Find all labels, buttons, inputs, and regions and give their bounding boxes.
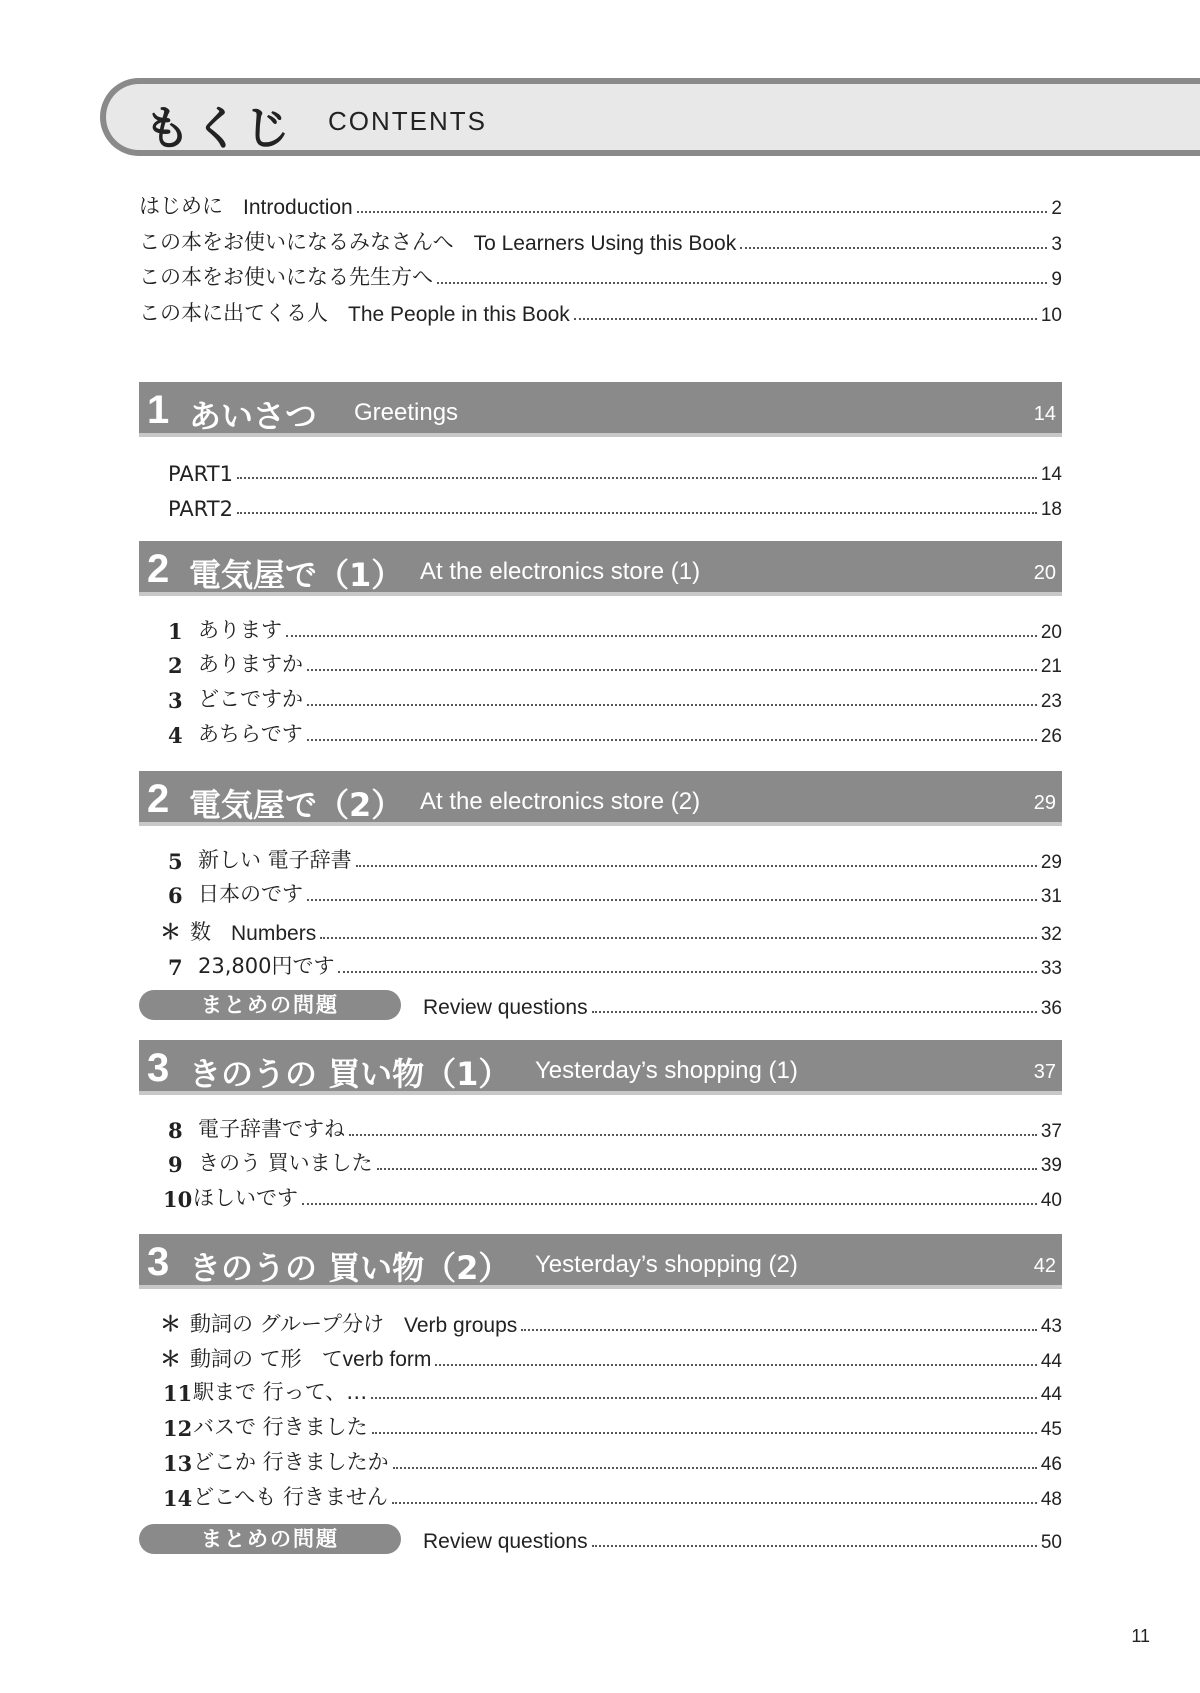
toc-entry[interactable] <box>168 456 1062 486</box>
chapter-banner-3a[interactable] <box>139 1040 1062 1095</box>
entry-label: 23,800円です <box>198 954 335 978</box>
entry-label: ありますか <box>198 652 303 676</box>
entry-label: 動詞の て形 <box>190 1347 302 1371</box>
dot-leader <box>592 1545 1037 1547</box>
entry-label: 数 <box>190 920 211 944</box>
entry-label: 動詞の グループ分け <box>190 1312 384 1336</box>
toc-entry[interactable] <box>168 648 1062 678</box>
entry-label: きのう 買いました <box>198 1151 373 1175</box>
lesson-number: 8 <box>168 1118 183 1143</box>
chapter-page: 42 <box>1033 1255 1056 1277</box>
page-number: 31 <box>1040 886 1062 907</box>
lesson-number: 12 <box>163 1416 193 1441</box>
chapter-number: 3 <box>147 1240 170 1284</box>
page-number: 45 <box>1040 1419 1062 1440</box>
page-number: 44 <box>1040 1384 1062 1405</box>
toc-entry[interactable] <box>160 1343 1062 1373</box>
toc-entry[interactable] <box>163 1411 1062 1441</box>
entry-label: 日本のです <box>198 882 303 906</box>
dot-leader <box>237 512 1037 514</box>
lesson-number: 6 <box>168 883 183 908</box>
page-number: 29 <box>1040 852 1062 873</box>
dot-leader <box>357 211 1048 213</box>
chapter-title-jp: 電気屋で（1） <box>189 556 404 594</box>
entry-english: てverb form <box>321 1348 432 1371</box>
entry-label: どこですか <box>198 687 303 711</box>
lesson-number: 5 <box>168 849 183 874</box>
toc-entry[interactable] <box>160 1308 1062 1338</box>
dot-leader <box>302 1203 1037 1205</box>
dot-leader <box>372 1432 1037 1434</box>
chapter-title-en: Yesterday’s shopping (2) <box>535 1251 798 1278</box>
toc-entry[interactable] <box>163 1446 1062 1476</box>
dot-leader <box>356 865 1037 867</box>
page-number: 48 <box>1040 1489 1062 1510</box>
dot-leader <box>435 1364 1036 1366</box>
chapter-title-jp: 電気屋で（2） <box>189 786 404 824</box>
entry-label: 新しい 電子辞書 <box>198 848 352 872</box>
entry-english: Introduction <box>243 196 353 219</box>
entry-english: Verb groups <box>404 1314 518 1337</box>
page-number: 18 <box>1040 499 1062 520</box>
review-badge: まとめの問題 <box>139 990 401 1020</box>
entry-label: あちらです <box>198 722 303 746</box>
review-english: Review questions <box>423 996 588 1019</box>
entry-english: Numbers <box>231 922 317 945</box>
page-number: 32 <box>1040 924 1062 945</box>
entry-label: この本をお使いになるみなさんへ <box>139 230 454 254</box>
chapter-number: 1 <box>147 388 170 432</box>
chapter-title-en: Greetings <box>354 399 459 426</box>
chapter-banner-2b[interactable] <box>139 771 1062 826</box>
lesson-number: 4 <box>168 723 183 748</box>
toc-entry[interactable] <box>139 226 1062 256</box>
dot-leader <box>338 971 1036 973</box>
chapter-page: 37 <box>1033 1061 1056 1083</box>
toc-entry[interactable] <box>168 950 1062 980</box>
toc-entry[interactable] <box>168 878 1062 908</box>
lesson-number: ＊ <box>160 1311 181 1336</box>
chapter-number: 2 <box>147 777 170 821</box>
lesson-number: 9 <box>168 1152 183 1177</box>
page-number: 10 <box>1040 305 1062 326</box>
dot-leader <box>307 669 1037 671</box>
lesson-number: 3 <box>168 688 183 713</box>
dot-leader <box>740 247 1047 249</box>
entry-label: ほしいです <box>193 1186 298 1210</box>
lesson-number: 10 <box>163 1187 193 1212</box>
page-footer-number: 11 <box>1131 1626 1150 1646</box>
header-title-jp: もくじ <box>144 101 294 155</box>
entry-label: PART2 <box>168 497 233 521</box>
chapter-banner-1[interactable] <box>139 382 1062 437</box>
review-english: Review questions <box>423 1530 588 1553</box>
page-number: 44 <box>1040 1351 1062 1372</box>
dot-leader <box>307 739 1037 741</box>
dot-leader <box>437 282 1047 284</box>
page-number: 40 <box>1040 1190 1062 1211</box>
page-number: 20 <box>1040 622 1062 643</box>
dot-leader <box>237 477 1037 479</box>
dot-leader <box>307 899 1037 901</box>
dot-leader <box>286 635 1037 637</box>
lesson-number: ＊ <box>160 919 181 944</box>
chapter-title-jp: あいさつ <box>189 397 318 435</box>
page-number: 23 <box>1040 691 1062 712</box>
review-badge: まとめの問題 <box>139 1524 401 1554</box>
page-number: 9 <box>1051 269 1062 290</box>
toc-entry[interactable] <box>168 491 1062 521</box>
toc-entry[interactable] <box>139 190 1062 220</box>
entry-label: どこか 行きましたか <box>193 1450 389 1474</box>
dot-leader <box>392 1502 1037 1504</box>
dot-leader <box>349 1134 1037 1136</box>
lesson-number: 1 <box>168 619 183 644</box>
chapter-title-en: At the electronics store (1) <box>420 558 701 585</box>
page-number: 43 <box>1040 1316 1062 1337</box>
page-number: 33 <box>1040 958 1062 979</box>
entry-label: 電子辞書ですね <box>198 1117 345 1141</box>
lesson-number: 14 <box>163 1486 193 1511</box>
page-number: 37 <box>1040 1121 1062 1142</box>
entry-label: はじめに <box>139 194 223 218</box>
page-number: 2 <box>1051 198 1062 219</box>
entry-label: この本に出てくる人 <box>139 301 328 325</box>
chapter-number: 2 <box>147 547 170 591</box>
toc-entry[interactable] <box>163 1481 1062 1511</box>
lesson-number: ＊ <box>160 1346 181 1371</box>
chapter-page: 29 <box>1033 792 1056 814</box>
dot-leader <box>307 704 1037 706</box>
dot-leader <box>320 937 1037 939</box>
dot-leader <box>574 318 1037 320</box>
toc-entry[interactable] <box>168 1147 1062 1177</box>
chapter-title-jp: きのうの 買い物（2） <box>189 1249 511 1287</box>
entry-english: To Learners Using this Book <box>473 232 737 255</box>
page-number: 14 <box>1040 464 1062 485</box>
page-number: 46 <box>1040 1454 1062 1475</box>
entry-label: この本をお使いになる先生方へ <box>139 265 433 289</box>
entry-english: The People in this Book <box>348 303 570 326</box>
entry-label: あります <box>198 618 282 642</box>
page-number: 26 <box>1040 726 1062 747</box>
lesson-number: 2 <box>168 653 183 678</box>
lesson-number: 11 <box>163 1381 193 1406</box>
toc-entry[interactable] <box>163 1182 1062 1212</box>
dot-leader <box>371 1397 1037 1399</box>
entry-label: どこへも 行きません <box>193 1485 388 1509</box>
entry-label: PART1 <box>168 462 233 486</box>
chapter-number: 3 <box>147 1046 170 1090</box>
chapter-page: 14 <box>1033 403 1056 425</box>
dot-leader <box>521 1329 1037 1331</box>
toc-entry[interactable] <box>163 1376 1062 1406</box>
review-entry[interactable] <box>139 990 1062 1020</box>
chapter-title-en: At the electronics store (2) <box>420 788 701 815</box>
contents-header <box>100 78 1200 156</box>
chapter-page: 20 <box>1033 562 1056 584</box>
toc-entry[interactable] <box>160 916 1062 946</box>
entry-label: 駅まで 行って、… <box>193 1380 368 1404</box>
review-entry[interactable] <box>139 1524 1062 1554</box>
page-number: 50 <box>1040 1532 1062 1553</box>
chapter-title-en: Yesterday’s shopping (1) <box>535 1057 798 1084</box>
toc-entry[interactable] <box>139 297 1062 327</box>
toc-entry[interactable] <box>168 718 1062 748</box>
dot-leader <box>393 1467 1037 1469</box>
dot-leader <box>377 1168 1037 1170</box>
chapter-title-jp: きのうの 買い物（1） <box>189 1055 511 1093</box>
entry-label: バスで 行きました <box>193 1415 368 1439</box>
toc-entry[interactable] <box>139 261 1062 291</box>
header-title-en: CONTENTS <box>328 106 487 136</box>
toc-entry[interactable] <box>168 614 1062 644</box>
chapter-banner-2a[interactable] <box>139 541 1062 596</box>
lesson-number: 13 <box>163 1451 193 1476</box>
dot-leader <box>592 1011 1037 1013</box>
toc-entry[interactable] <box>168 1113 1062 1143</box>
lesson-number: 7 <box>168 955 183 980</box>
page-number: 21 <box>1040 656 1062 677</box>
page-number: 3 <box>1051 234 1062 255</box>
page-number: 36 <box>1040 998 1062 1019</box>
toc-entry[interactable] <box>168 683 1062 713</box>
toc-entry[interactable] <box>168 844 1062 874</box>
page-number: 39 <box>1040 1155 1062 1176</box>
chapter-banner-3b[interactable] <box>139 1234 1062 1289</box>
